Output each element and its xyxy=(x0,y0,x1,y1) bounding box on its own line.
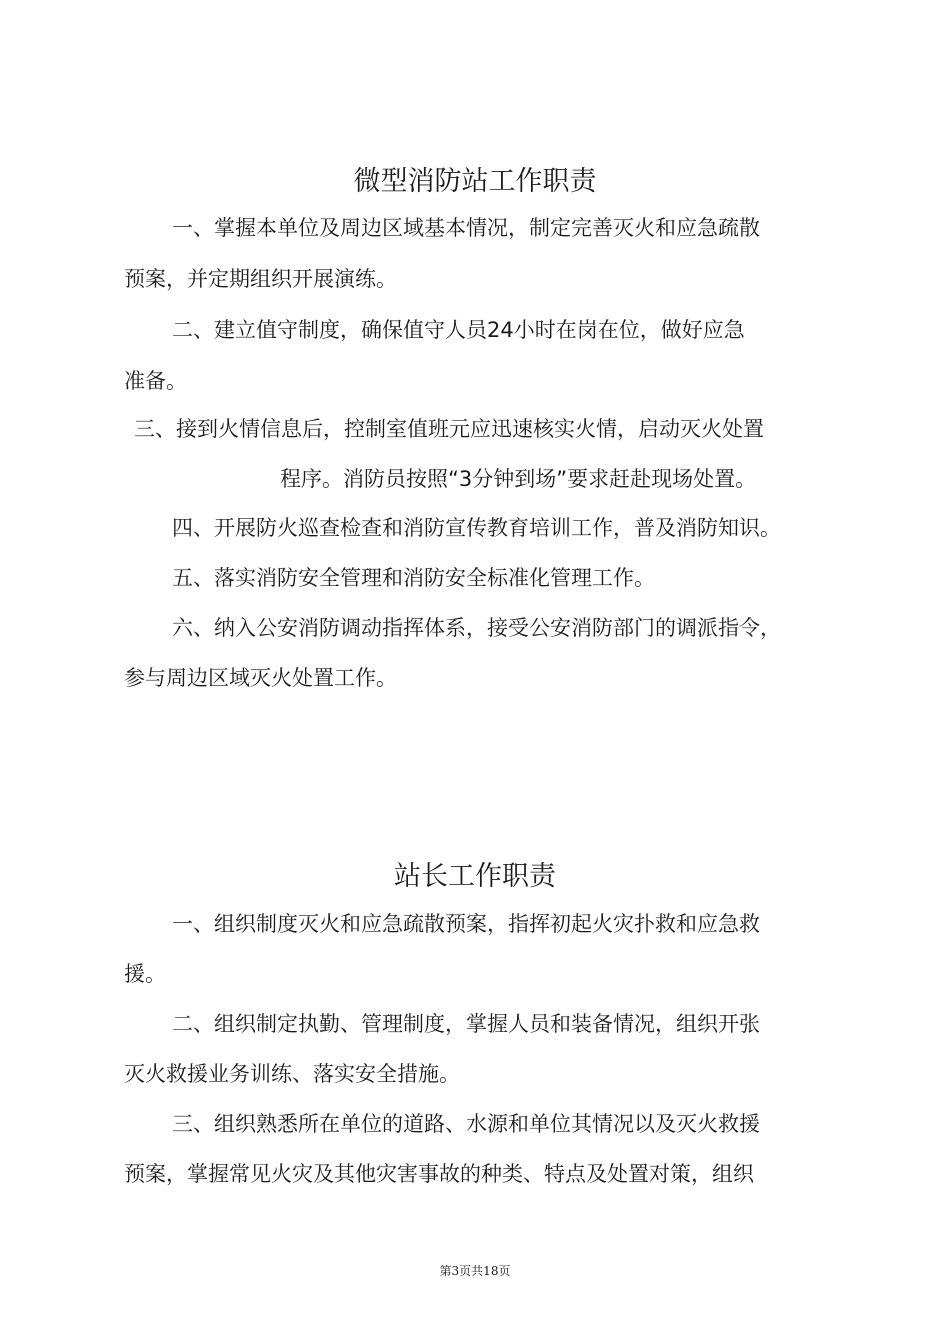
section1-line: 准备。 xyxy=(124,369,187,393)
section1-line: 程序。消防员按照“3分钟到场”要求赶赴现场处置。 xyxy=(280,467,757,491)
section2-title: 站长工作职责 xyxy=(394,861,556,892)
section2-line: 预案，掌握常见火灾及其他灾害事故的种类、特点及处置对策，组织 xyxy=(124,1162,754,1186)
section1-line: 一、掌握本单位及周边区域基本情况，制定完善灭火和应急疏散 xyxy=(172,216,760,240)
section2-line: 一、组织制度灭火和应急疏散预案，指挥初起火灾扑救和应急救 xyxy=(172,912,760,936)
section2-line: 援。 xyxy=(124,962,166,986)
section1-title: 微型消防站工作职责 xyxy=(353,166,597,197)
section2-line: 灭火救援业务训练、落实安全措施。 xyxy=(124,1062,460,1086)
section1-line: 四、开展防火巡查检查和消防宣传教育培训工作，普及消防知识。 xyxy=(172,516,781,540)
page-number: 第3页共18页 xyxy=(439,1264,511,1278)
section1-line: 参与周边区域灭火处置工作。 xyxy=(124,666,397,690)
section1-line: 二、建立值守制度，确保值守人员24小时在岗在位，做好应急 xyxy=(172,318,745,342)
section1-line: 六、纳入公安消防调动指挥体系，接受公安消防部门的调派指令， xyxy=(172,616,781,640)
section2-line: 三、组织熟悉所在单位的道路、水源和单位其情况以及灭火救援 xyxy=(172,1112,760,1136)
section1-line: 五、落实消防安全管理和消防安全标准化管理工作。 xyxy=(172,566,655,590)
section1-line: 预案，并定期组织开展演练。 xyxy=(124,267,397,291)
section2-line: 二、组织制定执勤、管理制度，掌握人员和装备情况，组织开张 xyxy=(172,1012,760,1036)
section1-line: 三、接到火情信息后，控制室值班元应迅速核实火情，启动灭火处置 xyxy=(134,417,764,441)
